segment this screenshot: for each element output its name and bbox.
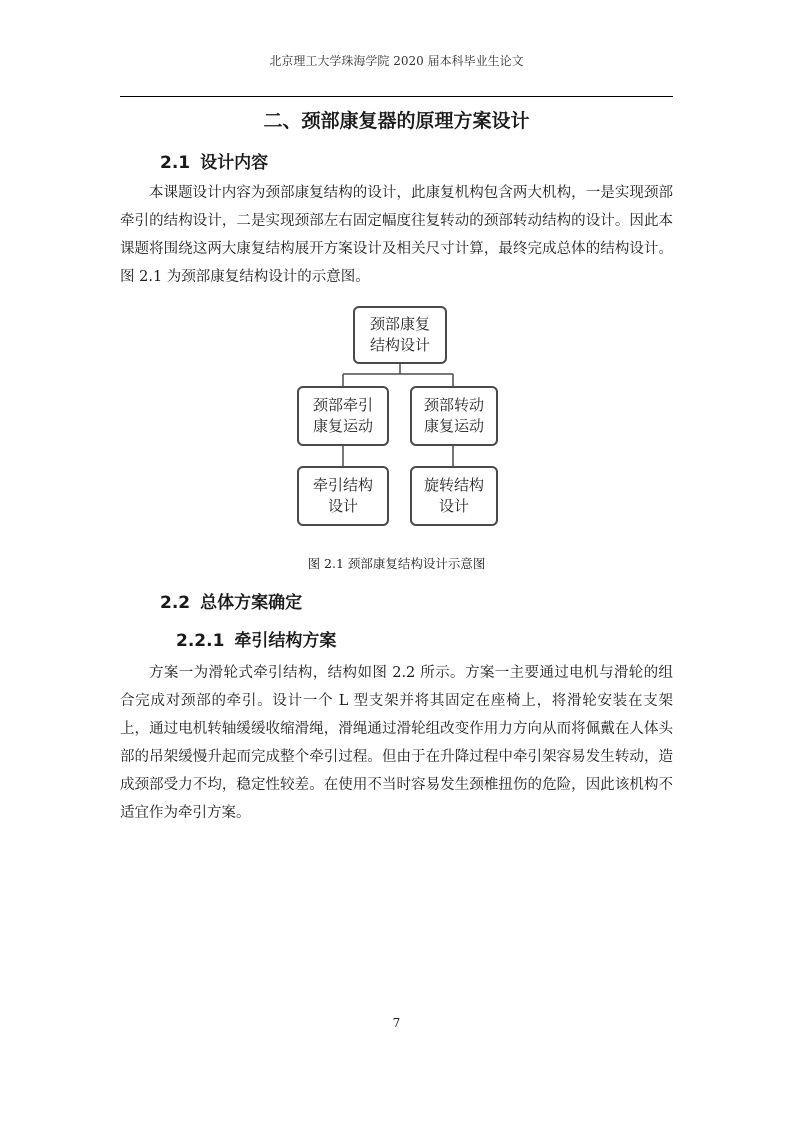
- figure-caption: 图 2.1 颈部康复结构设计示意图: [307, 556, 486, 571]
- section-number: 2.1: [160, 153, 191, 173]
- node-rotation-structure: [410, 466, 498, 526]
- section-2-1-heading: [160, 148, 268, 173]
- node-rotation-motion-line2: 康复运动: [423, 417, 484, 435]
- section-2-1-paragraph: 本课题设计内容为颈部康复结构的设计，此康复机构包含两大机构，一是实现颈部牵引的结构设计，二是实现颈部左右固定幅度往复转动的颈部转动结构的设计。因此本课题将围绕这两大康复结构展开方案设计及相关尺寸计算，最终完成总体的结构设计。图 2.1 为颈部康复结构设计的示意图。: [120, 185, 673, 285]
- node-root-line2: 结构设计: [369, 336, 430, 354]
- section-number: 2.2: [160, 593, 191, 613]
- node-traction-motion-line1: 颈部牵引: [312, 396, 373, 414]
- structure-diagram: [290, 300, 510, 532]
- section-number: 2.2.1: [176, 631, 225, 651]
- node-rotation-motion: [410, 386, 498, 446]
- node-root: [353, 306, 447, 364]
- page-number: 7: [392, 1016, 401, 1030]
- section-2-2-1-heading: [176, 626, 336, 651]
- section-title: 总体方案确定: [200, 593, 303, 613]
- section-title: 牵引结构方案: [234, 631, 337, 651]
- node-rotation-structure-line2: 设计: [438, 497, 469, 515]
- running-header: 北京理工大学珠海学院 2020 届本科毕业生论文: [269, 54, 524, 68]
- section-2-2-heading: [160, 588, 302, 613]
- section-title: 设计内容: [200, 153, 269, 173]
- node-root-line1: 颈部康复: [369, 315, 430, 333]
- node-rotation-structure-line1: 旋转结构: [423, 476, 484, 494]
- node-traction-structure: [297, 466, 389, 526]
- node-traction-structure-line2: 设计: [327, 497, 358, 515]
- node-rotation-motion-line1: 颈部转动: [423, 396, 484, 414]
- chapter-title: 二、颈部康复器的原理方案设计: [263, 110, 530, 132]
- section-2-2-1-paragraph: 方案一为滑轮式牵引结构，结构如图 2.2 所示。方案一主要通过电机与滑轮的组合完成对颈部的牵引。设计一个 L 型支架并将其固定在座椅上，将滑轮安装在支架上，通过电机转轴缓缓收缩滑绳，滑绳通过滑轮组改变作用力方向从而将佩戴在人体头部的吊架缓慢升起而完成整个牵引过程。但由于在升降过程中牵引架容易发生转动，造成颈部受力不均，稳定性较差。在使用不当时容易发生颈椎扭伤的危险，因此该机构不适宜作为牵引方案。: [120, 665, 673, 821]
- node-traction-motion: [297, 386, 389, 446]
- node-traction-motion-line2: 康复运动: [312, 417, 373, 435]
- header-rule: [120, 96, 673, 97]
- node-traction-structure-line1: 牵引结构: [312, 476, 373, 494]
